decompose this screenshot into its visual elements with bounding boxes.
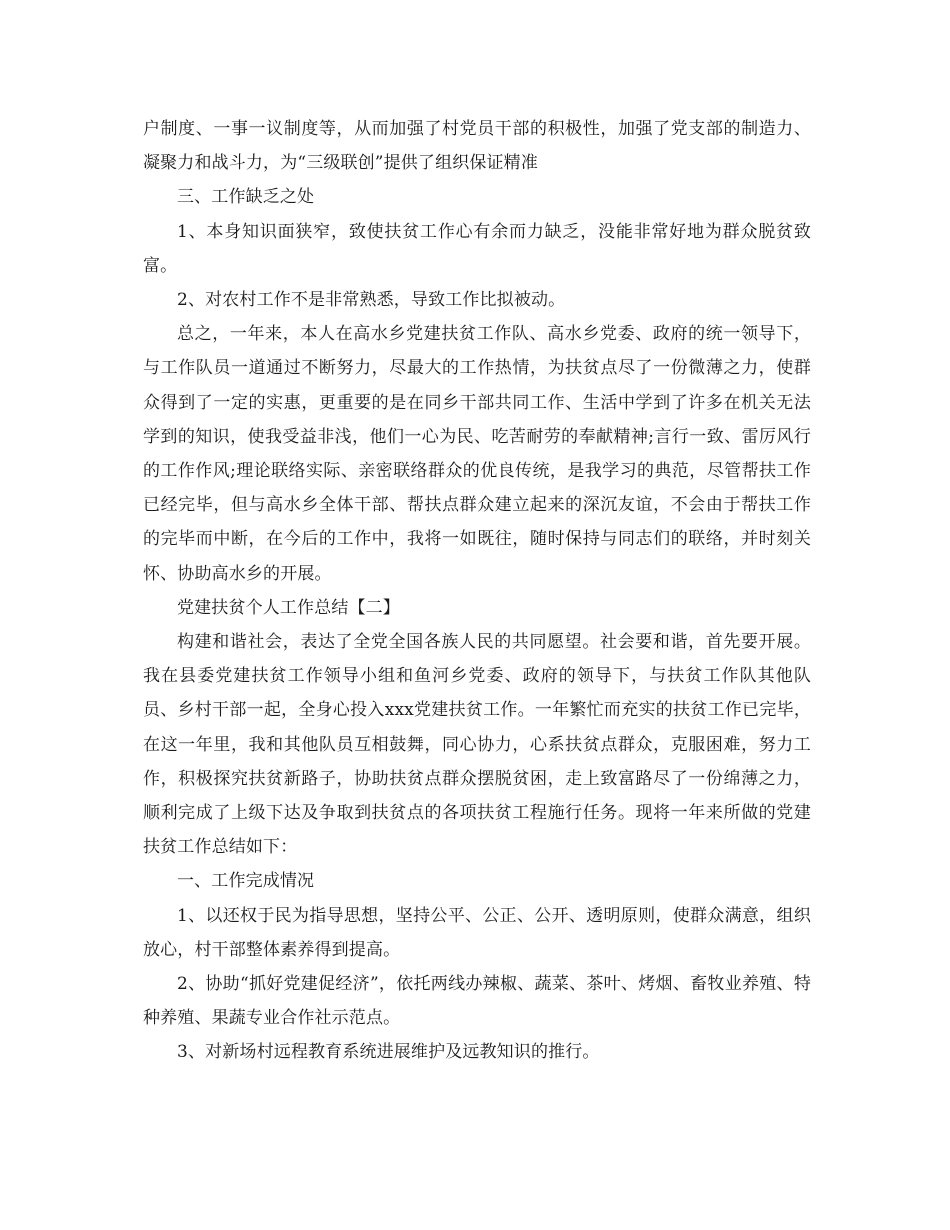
article-subtitle: 党建扶贫个人工作总结【二】 [177, 597, 400, 618]
section-heading-completion: 一、工作完成情况 [177, 871, 315, 892]
completion-item-3: 3、对新场村远程教育系统进展维护及远教知识的推行。 [177, 1042, 600, 1063]
shortcoming-item-2: 2、对农村工作不是非常熟悉，导致工作比拟被动。 [177, 290, 566, 311]
paragraph-summary: 总之，一年来，本人在高水乡党建扶贫工作队、高水乡党委、政府的统一领导下，与工作队员一道通过不断努力，尽最大的工作热情，为扶贫点尽了一份微薄之力，使群众得到了一定的实惠，更重要的是在同乡干部共同工作、生活中学到了许多在机关无法学到的知识，使我受益非浅，他们一心为民、吃苦耐劳的奉献精神;言行一致、雷厉风行的工作作风;理论联络实际、亲密联络群众的优良传统，是我学习的典范，尽管帮扶工作已经完毕，但与高水乡全体干部、帮扶点群众建立起来的深沉友谊，不会由于帮扶工作的完毕而中断，在今后的工作中，我将一如既往，随时保持与同志们的联络，并时刻关怀、协助高水乡的开展。 [143, 324, 811, 584]
document-body [143, 112, 811, 1070]
section-heading-shortcomings: 三、工作缺乏之处 [177, 187, 315, 208]
paragraph-continuation: 户制度、一事一议制度等，从而加强了村党员干部的积极性，加强了党支部的制造力、凝聚力和战斗力，为“三级联创”提供了组织保证精准 [143, 119, 811, 174]
paragraph-introduction: 构建和谐社会，表达了全党全国各族人民的共同愿望。社会要和谐，首先要开展。我在县委党建扶贫工作领导小组和鱼河乡党委、政府的领导下，与扶贫工作队其他队员、乡村干部一起，全身心投入xxx党建扶贫工作。一年繁忙而充实的扶贫工作已完毕，在这一年里，我和其他队员互相鼓舞，同心协力，心系扶贫点群众，克服困难，努力工作，积极探究扶贫新路子，协助扶贫点群众摆脱贫困，走上致富路尽了一份绵薄之力，顺利完成了上级下达及争取到扶贫点的各项扶贫工程施行任务。现将一年来所做的党建扶贫工作总结如下： [143, 632, 811, 858]
completion-item-1: 1、以还权于民为指导思想，坚持公平、公正、公开、透明原则，使群众满意，组织放心，村干部整体素养得到提高。 [143, 905, 811, 960]
completion-item-2: 2、协助“抓好党建促经济”，依托两线办辣椒、蔬菜、茶叶、烤烟、畜牧业养殖、特种养殖、果蔬专业合作社示范点。 [143, 974, 811, 1029]
shortcoming-item-1: 1、本身知识面狭窄，致使扶贫工作心有余而力缺乏，没能非常好地为群众脱贫致富。 [143, 221, 811, 276]
